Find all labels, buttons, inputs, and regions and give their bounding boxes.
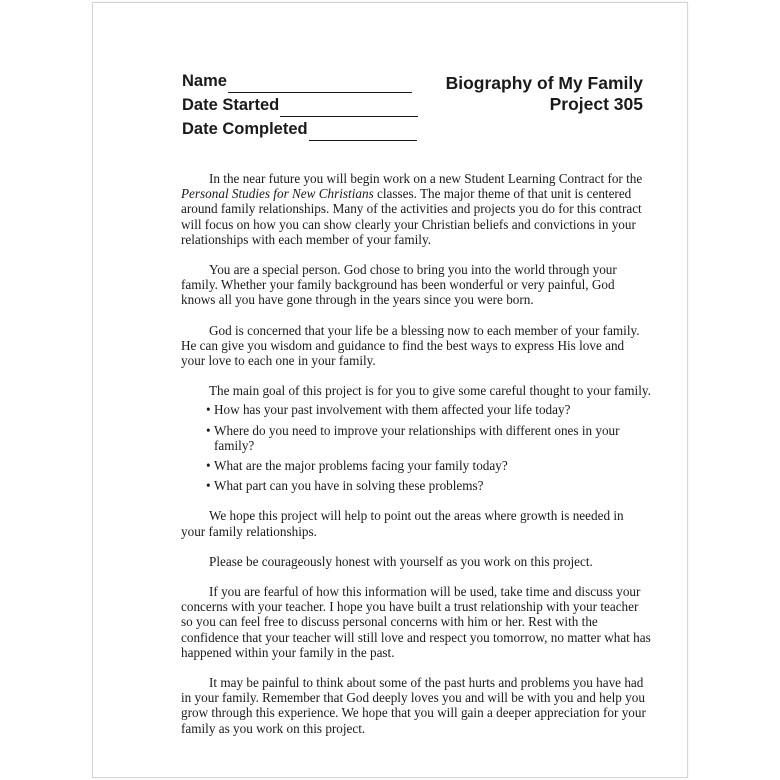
- list-item: • Where do you need to improve your relationships with different ones in your family?: [208, 423, 651, 453]
- course-title: Personal Studies for New Christians: [181, 186, 374, 202]
- date-completed-label: Date Completed: [182, 120, 308, 138]
- paragraph-special-person: You are a special person. God chose to bring you into the world through your family. Whether your family background has been wonderful or very painful, God knows all you have gone through in the years since you were born.: [181, 262, 617, 308]
- paragraph-growth: We hope this project will help to point out the areas where growth is needed in your family relationships.: [181, 508, 624, 539]
- project-title-line2: Project 305: [549, 94, 643, 114]
- paragraph-fearful: If you are fearful of how this information will be used, take time and discuss your concerns with your teacher. I hope you have built a trust relationship with your teacher so you can feel free to discuss personal concerns with him or her. Rest with the confidence that your teacher will still love and respect you tomorrow, no matter what has happened within your family in the past.: [181, 584, 651, 660]
- project-title-line1: Biography of My Family: [445, 73, 643, 93]
- question-list: [181, 402, 651, 493]
- list-item: • How has your past involvement with them affected your life today?: [208, 402, 651, 417]
- paragraph-god-concerned: God is concerned that your life be a blessing now to each member of your family. He can give you wisdom and guidance to find the best ways to express His love and your love to each one in your family.: [181, 322, 640, 369]
- paragraph-intro: [181, 171, 651, 247]
- paragraph-honest: Please be courageously honest with yourself as you work on this project.: [209, 553, 593, 569]
- date-completed-blank-line: [309, 124, 417, 141]
- instructions-body: [181, 171, 651, 751]
- list-item: • What part can you have in solving these problems?: [208, 478, 651, 493]
- name-label: Name: [182, 72, 227, 90]
- date-started-label: Date Started: [182, 96, 280, 114]
- worksheet-page: [92, 2, 688, 778]
- name-blank-line: [228, 76, 412, 93]
- paragraph-intro-text-start: In the near future you will begin work on a new Student Learning Contract for the: [209, 171, 643, 186]
- paragraph-intro-text-end: classes. The major theme of that unit is centered around family relationships. Many of the activities and projects you do for this contract will focus on how you can show clearly your Christian beliefs and convictions in your relationships with each member of your family.: [181, 186, 642, 247]
- paragraph-main-goal: The main goal of this project is for you to give some careful thought to your family.: [209, 383, 651, 399]
- paragraph-painful: It may be painful to think about some of the past hurts and problems you have had in your family. Remember that God deeply loves you and will be with you and help you grow through this experience. We hope that you will gain a deeper appreciation for your family as you work on this project.: [181, 675, 646, 736]
- student-info-fields: [182, 69, 418, 141]
- date-started-field: [182, 93, 418, 117]
- date-completed-field: [182, 117, 418, 141]
- project-title: [446, 73, 643, 115]
- list-item: • What are the major problems facing your family today?: [208, 458, 651, 473]
- date-started-blank-line: [280, 100, 418, 117]
- name-field: [182, 69, 418, 93]
